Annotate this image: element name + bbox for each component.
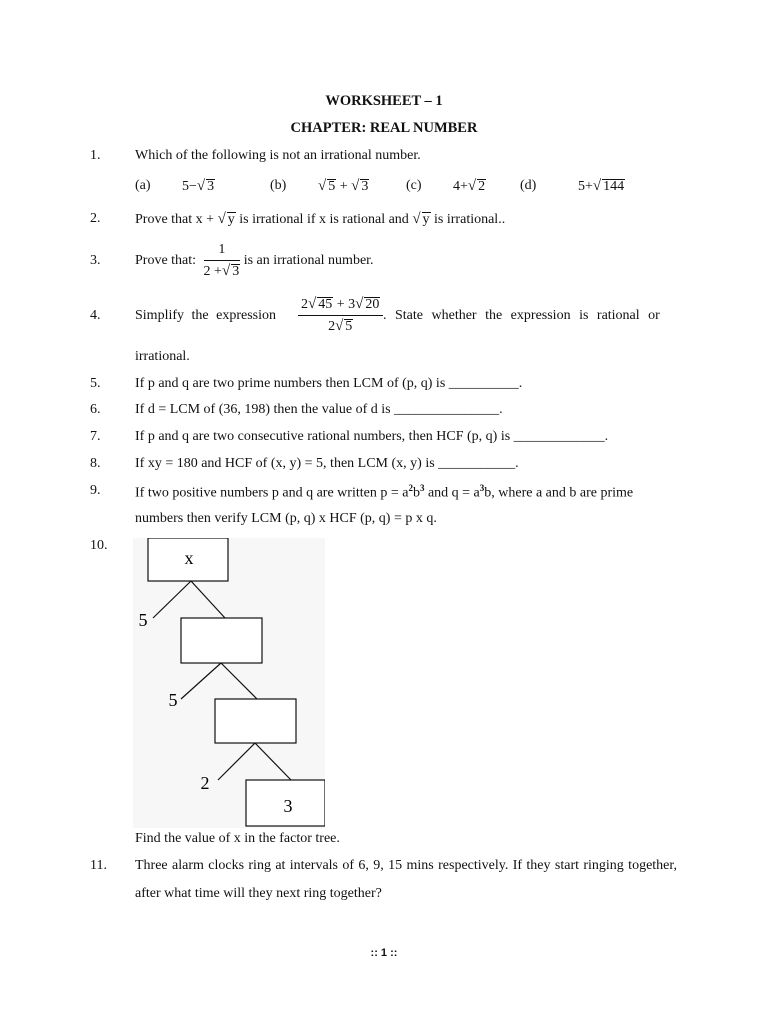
q1-number: 1. xyxy=(90,148,101,163)
q3-fraction: $\frac{1}{2 +√ 3}$ xyxy=(203,242,240,279)
q1-option-d: (d) xyxy=(520,178,537,193)
q6-text: If d = LCM of (36, 198) then the value of d is _______________. xyxy=(135,402,503,417)
q8-text: If xy = 180 and HCF of (x, y) = 5, then LCM (x, y) is ___________. xyxy=(135,456,519,471)
q11-number: 11. xyxy=(90,858,107,873)
q1-option-a-value: 5−√ 3 xyxy=(182,178,215,194)
q3-number: 3. xyxy=(90,253,101,268)
q4-text: Simplify the expression xyxy=(135,308,276,323)
q11-text: Three alarm clocks ring at intervals of 6, 9, 15 mins respectively. If they start ringing together, after what time will they next ring together? xyxy=(135,858,677,901)
worksheet-title: WORKSHEET – 1 xyxy=(325,93,443,109)
tree-factor-2: 5 xyxy=(168,690,178,710)
tree-box-3 xyxy=(215,699,296,743)
q4-text-end: irrational. xyxy=(135,349,190,364)
q4-text-continued: . State whether the expression is rational or xyxy=(383,308,660,323)
q1-text: Which of the following is not an irrational number. xyxy=(135,148,421,163)
q3-text: Prove that: $\frac{1}{2 +√ 3}$ is an irrational number. xyxy=(135,242,374,279)
q1-option-c: (c) xyxy=(406,178,422,193)
q2-number: 2. xyxy=(90,211,101,226)
q5-number: 5. xyxy=(90,376,101,391)
q9-text: If two positive numbers p and q are written $p = a^2b^3$ and $q = a^3b$, where a and b are prime xyxy=(135,483,634,501)
q1-option-b-value: √ 5 + √ 3 xyxy=(318,178,369,194)
q10-number: 10. xyxy=(90,538,108,553)
q8-number: 8. xyxy=(90,456,101,471)
q1-option-b: (b) xyxy=(270,178,287,193)
factor-tree-diagram xyxy=(133,538,325,828)
q5-text: If p and q are two prime numbers then LCM of (p, q) is __________. xyxy=(135,376,523,391)
q4-number: 4. xyxy=(90,308,101,323)
q1-option-c-value: 4+√ 2 xyxy=(453,178,486,194)
q6-number: 6. xyxy=(90,402,101,417)
page-number: :: 1 :: xyxy=(370,947,398,959)
tree-factor-1: 5 xyxy=(138,610,148,630)
tree-last-value: 3 xyxy=(283,796,293,816)
q2-text: Prove that x + √ y is irrational if x is rational and √ y is irrational.. xyxy=(135,211,506,227)
chapter-title: CHAPTER: REAL NUMBER xyxy=(290,120,478,136)
tree-factor-3: 2 xyxy=(200,773,210,793)
q1-option-a: (a) xyxy=(135,178,151,193)
q10-text: Find the value of x in the factor tree. xyxy=(135,831,340,846)
tree-box-2 xyxy=(181,618,262,663)
q9-number: 9. xyxy=(90,483,101,498)
q7-text: If p and q are two consecutive rational numbers, then HCF (p, q) is _____________. xyxy=(135,429,609,444)
q9-text-line2: numbers then verify LCM (p, q) x HCF (p, q) = p x q. xyxy=(135,511,437,526)
q4-fraction: $\frac{2√ 45 + 3√ 20}{2√ 5}$ xyxy=(298,296,383,335)
q1-option-d-value: 5+√ 144 xyxy=(578,178,625,194)
q7-number: 7. xyxy=(90,429,101,444)
tree-top-value: x xyxy=(184,548,194,568)
